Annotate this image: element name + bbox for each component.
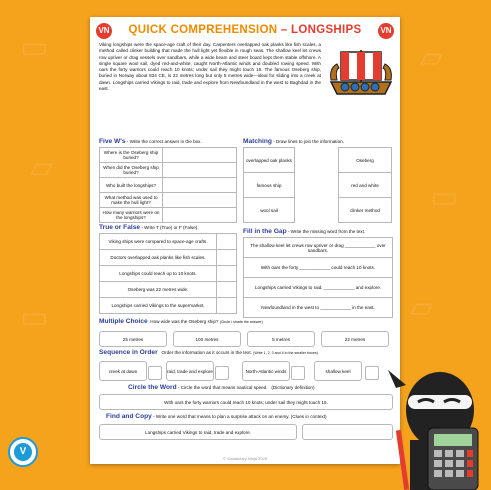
circle-word-sentence[interactable]: With oars the forty warriors could reach 10 knots; under sail they might touch 15. bbox=[99, 394, 393, 410]
question-cell: Where is the Oseberg ship buried? bbox=[100, 148, 163, 163]
sequence-number-box[interactable] bbox=[365, 366, 379, 380]
matching-right-column bbox=[338, 147, 392, 223]
choice-option[interactable]: 25 metres bbox=[99, 331, 167, 347]
answer-box[interactable] bbox=[163, 148, 237, 163]
choice-option[interactable]: 100 metres bbox=[173, 331, 241, 347]
sequence-number-box[interactable] bbox=[291, 366, 305, 380]
statement-cell: Doctors overlapped oak planks like fish scales. bbox=[100, 250, 217, 266]
question-cell: When did the Oseberg ship buried? bbox=[100, 163, 163, 178]
page-title: QUICK COMPREHENSION – LONGSHIPS bbox=[128, 24, 362, 36]
matching-left-column bbox=[243, 147, 295, 223]
five-ws-table bbox=[99, 147, 237, 223]
answer-box[interactable] bbox=[163, 193, 237, 208]
answer-box[interactable] bbox=[163, 208, 237, 223]
sequence-item: creek at dawn bbox=[99, 361, 147, 381]
answer-box[interactable] bbox=[163, 163, 237, 178]
sequence-item: North-Atlantic winds bbox=[242, 361, 290, 381]
book-doodle-icon: ▭ bbox=[430, 181, 459, 214]
sequence-item: shallow keel bbox=[314, 361, 362, 381]
statement-cell: Longships carried Vikings to the supermarket. bbox=[100, 298, 217, 314]
circle-word-heading: Circle the Word - Circle the word that means nautical speed. (Dictionary definition) bbox=[128, 384, 315, 391]
statement-cell: Viking ships were compared to space-age crafts. bbox=[100, 234, 217, 250]
gap-sentence[interactable]: The shallow keel let crews row upriver or drag ____________ over sandbars. bbox=[244, 238, 393, 258]
matching-left-item[interactable]: overlapped oak planks bbox=[244, 148, 295, 173]
matching-left-item[interactable]: famous ship bbox=[244, 173, 295, 198]
worksheet bbox=[90, 17, 400, 464]
sequence-number-box[interactable] bbox=[148, 366, 162, 380]
book-doodle-icon: ▱ bbox=[420, 41, 444, 74]
book-doodle-icon: ▭ bbox=[20, 31, 49, 64]
matching-heading: Matching - Draw lines to join the information. bbox=[243, 138, 344, 145]
choice-option[interactable]: 5 metres bbox=[247, 331, 315, 347]
book-doodle-icon: ▱ bbox=[410, 291, 434, 324]
logo-left: VN bbox=[96, 23, 112, 39]
tf-answer-box[interactable] bbox=[217, 282, 237, 298]
gap-sentence[interactable]: Longships carried Vikings to raid, ____________ and explore. bbox=[244, 278, 393, 298]
multiple-choice-heading: Multiple Choice How wide was the Oseberg ship? (Circle / shade the answer) bbox=[99, 318, 263, 325]
true-false-table bbox=[99, 233, 237, 314]
book-doodle-icon: ▭ bbox=[20, 301, 49, 334]
tf-answer-box[interactable] bbox=[217, 234, 237, 250]
sequence-item: raid, trade and explore bbox=[166, 361, 214, 381]
logo-right: VN bbox=[378, 23, 394, 39]
fill-gap-table bbox=[243, 237, 393, 318]
question-cell: Who built the longships? bbox=[100, 178, 163, 193]
question-cell: What method was used to make the hull light? bbox=[100, 193, 163, 208]
statement-cell: Longships could reach up to 10 knots. bbox=[100, 266, 217, 282]
gap-sentence[interactable]: Newfoundland in the west to ____________ in the east. bbox=[244, 298, 393, 318]
vocabulary-ninja-badge: V bbox=[8, 437, 38, 467]
gap-sentence[interactable]: With oars the forty ____________ could reach 10 knots. bbox=[244, 258, 393, 278]
five-ws-heading: Five W's - Write the correct answer in the box. bbox=[99, 138, 202, 145]
matching-left-item[interactable]: wool sail bbox=[244, 198, 295, 223]
tf-answer-box[interactable] bbox=[217, 266, 237, 282]
book-doodle-icon: ▱ bbox=[30, 151, 54, 184]
ninja-calculator-illustration bbox=[378, 340, 491, 490]
choice-option[interactable]: 22 metres bbox=[321, 331, 389, 347]
copyright: © Vocabulary Ninja 2025 bbox=[222, 456, 268, 461]
longship-illustration bbox=[327, 44, 395, 104]
question-cell: How many warriors were on the longships? bbox=[100, 208, 163, 223]
true-false-heading: True or False - Write T (True) or F (False). bbox=[99, 224, 199, 231]
tf-answer-box[interactable] bbox=[217, 250, 237, 266]
statement-cell: Oseberg was 22 metres wide. bbox=[100, 282, 217, 298]
matching-right-item[interactable]: clinker method bbox=[339, 198, 392, 223]
tf-answer-box[interactable] bbox=[217, 298, 237, 314]
sequence-heading: Sequence in Order Order the information as it occurs in the text. (Write 1, 2, 3 and 4 in the smaller boxes) bbox=[99, 349, 318, 356]
answer-box[interactable] bbox=[163, 178, 237, 193]
fill-gap-heading: Fill in the Gap - Write the missing word from the text. bbox=[243, 228, 366, 235]
sequence-number-box[interactable] bbox=[215, 366, 229, 380]
find-copy-sentence: Longships carried Vikings to raid, trade and explore. bbox=[99, 424, 297, 440]
matching-right-item[interactable]: red and white bbox=[339, 173, 392, 198]
matching-right-item[interactable]: Oseberg bbox=[339, 148, 392, 173]
intro-text: Viking longships were the space-age craft of their day. Carpenters overlapped oak planks like fish scales, a method called clinker building that made the hull light yet flexible in rough seas. The shallow keel let crews row upriver or drag vessels over sandbars, while a wide beam and steer board kept them stable offshore. A single square wool sail, dyed red-and-white, caught North-Atlantic winds and doubled rowing speed. With oars the forty warriors could reach 10 knots; under sail they might touch 15. The famous Oseberg ship, buried in Norway about 834 CE, is 22 metres long but only 5 metres wide—ideal for sliding into a creek at dawn. Longships carried Vikings to raid, trade and explore from Newfoundland in the west to Baghdad in the east. bbox=[99, 42, 321, 92]
find-copy-heading: Find and Copy - Write one word that means to plan a surprise attack on an enemy. (Clues in context) bbox=[106, 413, 327, 420]
